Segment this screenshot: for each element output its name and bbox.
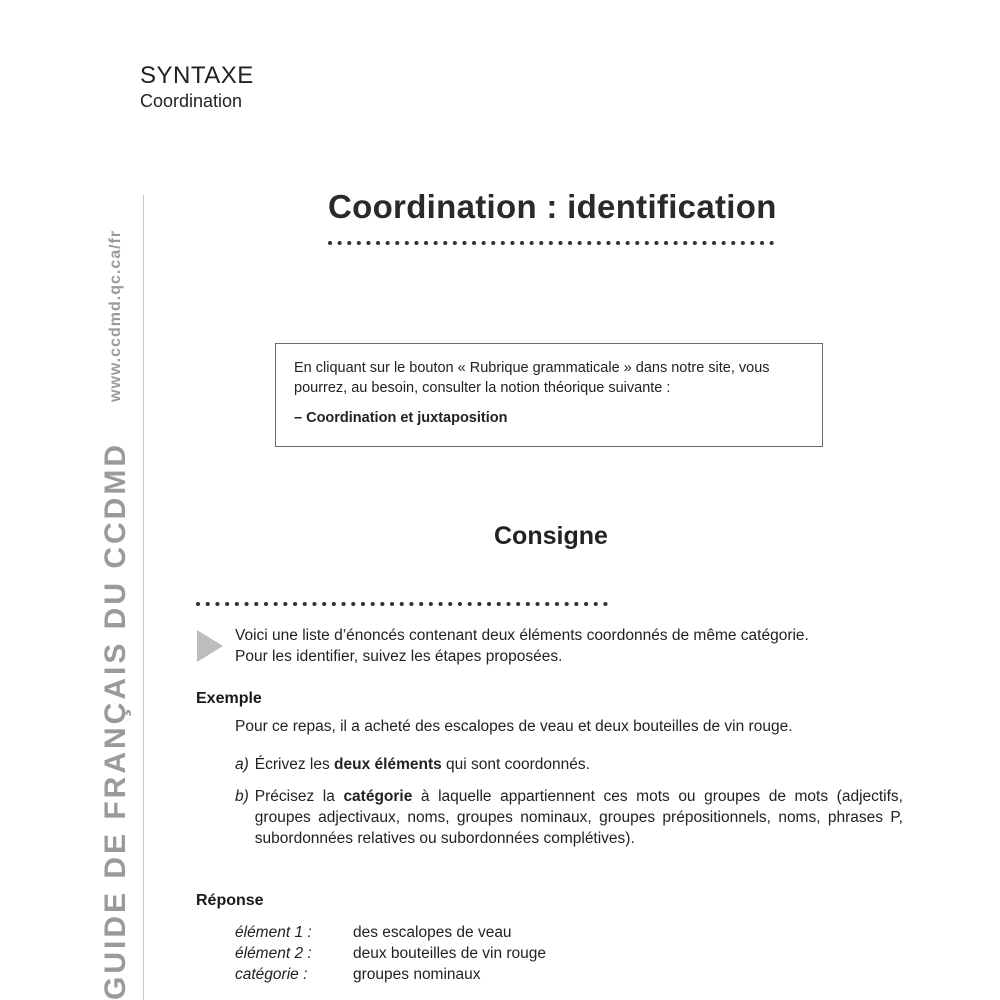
question-a-post: qui sont coordonnés.: [441, 756, 590, 773]
notion-intro: En cliquant sur le bouton « Rubrique grammaticale » dans notre site, vous pourrez, au besoin, consulter la notion théorique suivante :: [294, 360, 770, 396]
question-a-letter: a): [235, 756, 249, 773]
subsection-title: Coordination: [140, 91, 243, 111]
question-a-bold: deux éléments: [334, 756, 442, 773]
exemple-sentence: Pour ce repas, il a acheté des escalopes de veau et deux bouteilles de vin rouge.: [235, 718, 793, 735]
reponse-label: Réponse: [196, 892, 264, 909]
consigne-line-2: Pour les identifier, suivez les étapes proposées.: [235, 648, 563, 665]
consigne-instructions: [235, 625, 809, 667]
question-b-pre: Précisez la: [254, 788, 344, 805]
question-a: [235, 756, 590, 774]
sidebar-branding: [92, 229, 140, 1000]
table-row: [235, 943, 546, 964]
question-b-letter: b): [235, 788, 249, 805]
consigne-heading: Consigne: [494, 522, 608, 550]
consigne-dotted-rule: [196, 597, 608, 611]
question-a-pre: Écrivez les: [254, 756, 335, 773]
reponse-table: [235, 922, 546, 985]
publisher-url: www.ccdmd.qc.ca/fr: [107, 229, 124, 402]
reponse-value: deux bouteilles de vin rouge: [353, 945, 547, 962]
publisher-name: GUIDE DE FRANÇAIS DU CCDMD: [99, 442, 132, 1000]
title-dotted-rule: [328, 236, 774, 250]
notion-box: [275, 343, 823, 447]
notion-item: – Coordination et juxtaposition: [294, 410, 508, 426]
page-header: [140, 62, 254, 112]
exemple-label: Exemple: [196, 690, 262, 707]
reponse-key: élément 1 :: [235, 924, 312, 941]
reponse-value: des escalopes de veau: [353, 924, 512, 941]
reponse-key: élément 2 :: [235, 945, 312, 962]
page-title: Coordination : identification: [328, 188, 777, 225]
reponse-value: groupes nominaux: [353, 966, 481, 983]
question-b-body: [255, 786, 903, 849]
section-title: SYNTAXE: [140, 62, 254, 89]
consigne-line-1: Voici une liste d’énoncés contenant deux éléments coordonnés de même catégorie.: [235, 627, 809, 644]
play-arrow-icon: [197, 630, 223, 662]
question-b-bold: catégorie: [343, 788, 413, 805]
table-row: [235, 964, 546, 985]
question-b-post: à laquelle appartiennent ces mots ou groupes de mots (adjectifs, groupes adjectivaux, noms, groupes nominaux, groupes prépositionnels, noms, phrases P, subordonnées relatives ou subordonnées complétives).: [254, 788, 903, 847]
question-b: [235, 786, 903, 849]
reponse-key: catégorie :: [235, 966, 308, 983]
margin-rule: [143, 195, 144, 1000]
table-row: [235, 922, 546, 943]
